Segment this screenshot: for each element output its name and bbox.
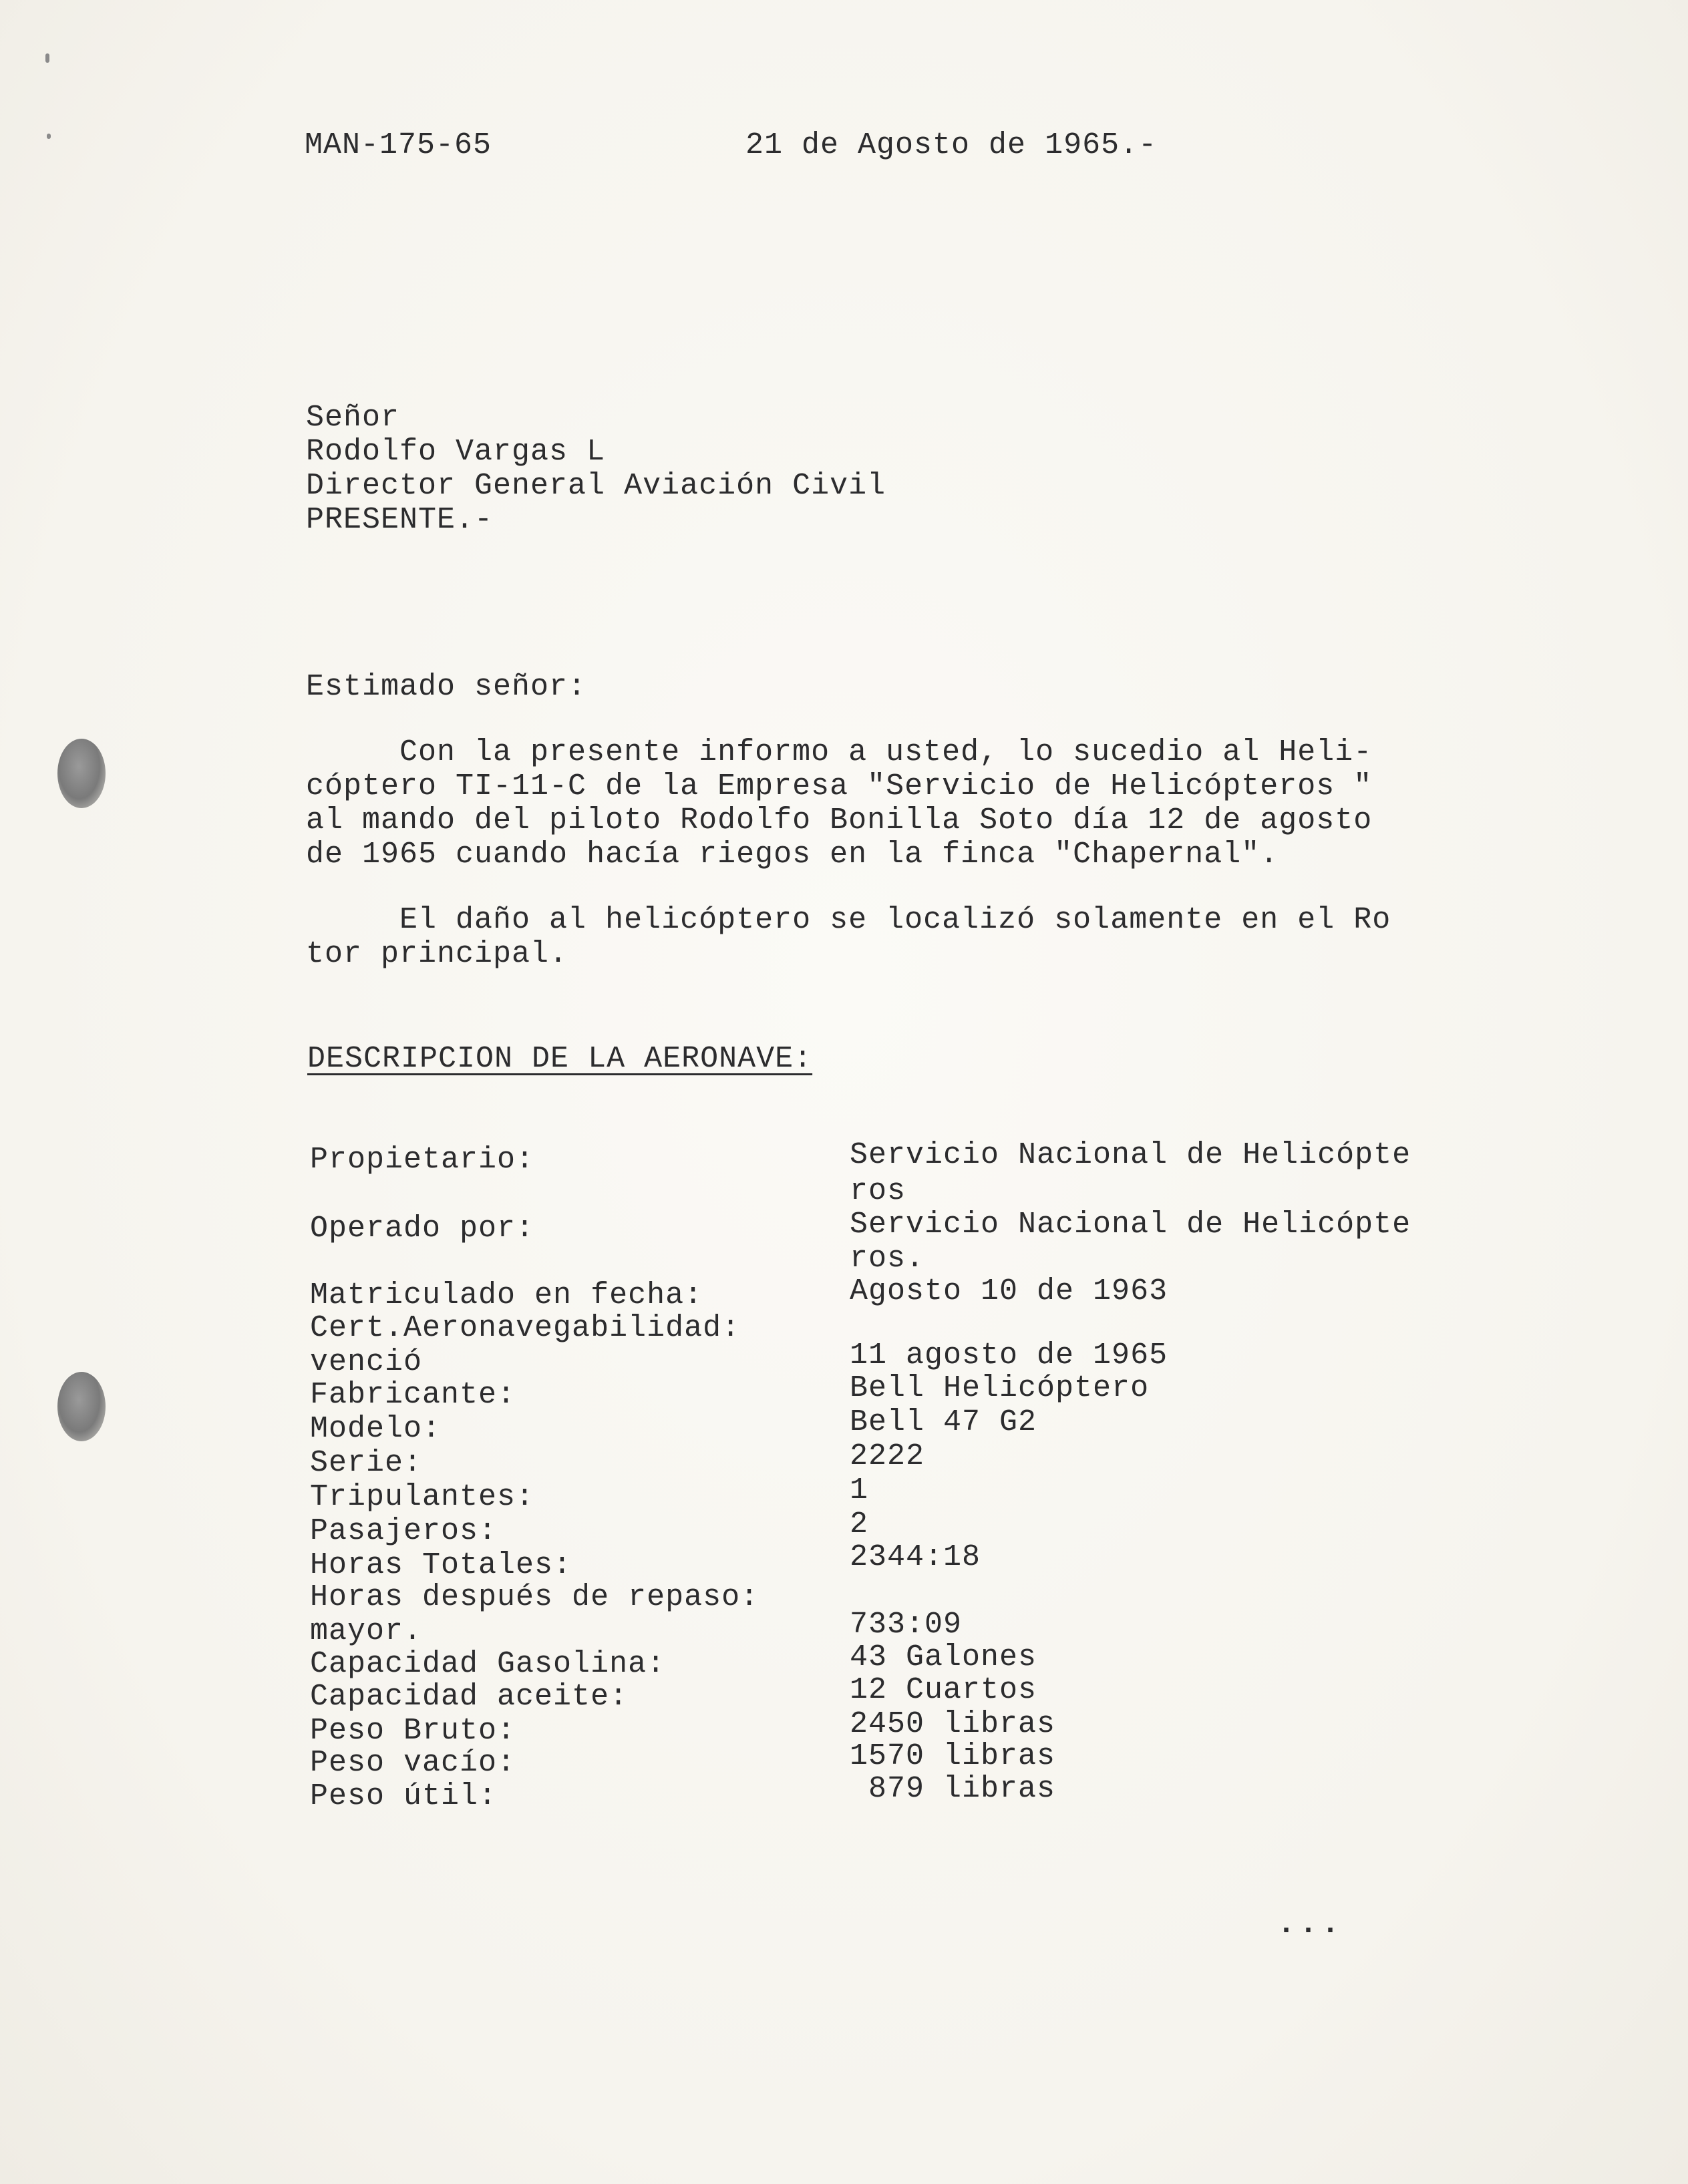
spec-label: Capacidad Gasolina: (310, 1647, 666, 1681)
spec-value: Agosto 10 de 1963 (850, 1274, 1168, 1308)
spec-label: Horas Totales: (310, 1548, 572, 1582)
spec-label: Serie: (310, 1446, 423, 1480)
paragraph2-line: El daño al helicóptero se localizó solamente en el Ro (306, 903, 1391, 937)
spec-label: venció (310, 1345, 423, 1379)
spec-value: Servicio Nacional de Helicópte (850, 1138, 1411, 1172)
paragraph1-line: al mando del piloto Rodolfo Bonilla Soto día 12 de agosto (306, 803, 1373, 838)
spec-label: Matriculado en fecha: (310, 1278, 703, 1312)
spec-value: ros. (850, 1242, 925, 1276)
spec-value: 1570 libras (850, 1739, 1056, 1773)
spec-value: 2344:18 (850, 1540, 981, 1574)
reference-number: MAN-175-65 (305, 128, 492, 162)
continuation-marker: ... (1277, 1907, 1344, 1942)
spec-value: 11 agosto de 1965 (850, 1338, 1168, 1373)
spec-value: 2450 libras (850, 1707, 1056, 1741)
paragraph2-line: tor principal. (306, 937, 568, 971)
spec-value: Bell 47 G2 (850, 1405, 1037, 1439)
spec-value: 2222 (850, 1439, 925, 1473)
spec-label: Capacidad aceite: (310, 1680, 629, 1714)
spec-label: Pasajeros: (310, 1514, 498, 1548)
spec-value: 733:09 (850, 1608, 963, 1642)
spec-value: 43 Galones (850, 1640, 1037, 1674)
spec-label: Fabricante: (310, 1378, 516, 1412)
spec-label: Cert.Aeronavegabilidad: (310, 1311, 741, 1345)
recipient-presente: PRESENTE.- (306, 503, 494, 537)
spec-label: Peso vacío: (310, 1746, 516, 1780)
letter-date: 21 de Agosto de 1965.- (745, 128, 1158, 162)
spec-value: 879 libras (850, 1772, 1056, 1806)
spec-value: ros (850, 1174, 906, 1208)
spec-label: Modelo: (310, 1412, 442, 1446)
spec-label: Horas después de repaso: (310, 1580, 759, 1614)
spec-label: Peso útil: (310, 1779, 498, 1813)
spec-value: 1 (850, 1473, 869, 1507)
paragraph1-line: cóptero TI-11-C de la Empresa "Servicio de Helicópteros " (306, 769, 1373, 803)
paragraph1-line: de 1965 cuando hacía riegos en la finca "Chapernal". (306, 838, 1279, 872)
spec-label: Peso Bruto: (310, 1714, 516, 1748)
spec-value: 12 Cuartos (850, 1673, 1037, 1707)
spec-value: Servicio Nacional de Helicópte (850, 1208, 1411, 1242)
recipient-name: Rodolfo Vargas L (306, 435, 606, 469)
punch-hole (57, 1372, 106, 1441)
spec-value: 2 (850, 1507, 869, 1541)
spec-label: mayor. (310, 1614, 423, 1648)
spec-label: Tripulantes: (310, 1480, 535, 1514)
recipient-salutation: Señor (306, 401, 400, 435)
spec-label: Propietario: (310, 1143, 535, 1177)
paragraph1-line: Con la presente informo a usted, lo sucedio al Heli- (306, 735, 1373, 769)
greeting: Estimado señor: (306, 670, 587, 704)
spec-label: Operado por: (310, 1212, 535, 1246)
punch-hole (57, 739, 106, 808)
spec-value: Bell Helicóptero (850, 1371, 1150, 1405)
paper-speck (47, 134, 51, 139)
recipient-title: Director General Aviación Civil (306, 469, 886, 503)
section-heading: DESCRIPCION DE LA AERONAVE: (307, 1042, 813, 1076)
paper-speck (45, 53, 49, 63)
